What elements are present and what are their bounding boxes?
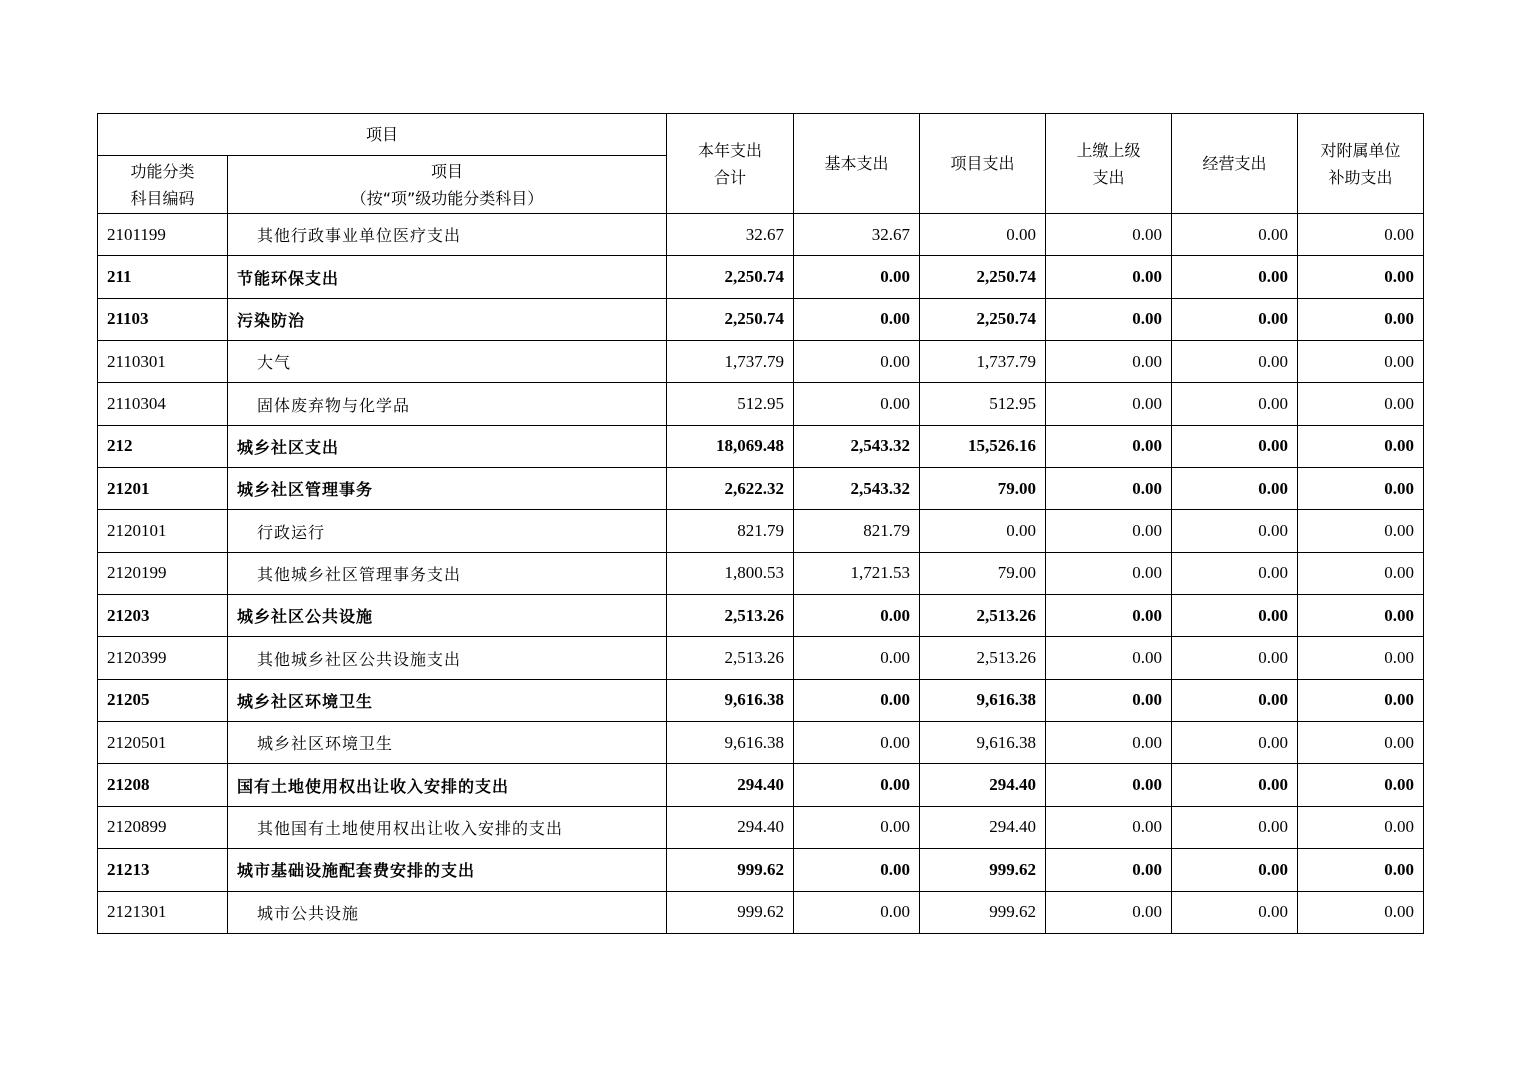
cell-total: 294.40	[667, 806, 794, 848]
cell-name: 其他城乡社区公共设施支出	[228, 637, 667, 679]
cell-project: 512.95	[920, 383, 1046, 425]
table-row	[98, 552, 1424, 594]
header-code	[98, 156, 228, 214]
cell-project: 9,616.38	[920, 722, 1046, 764]
table-row	[98, 679, 1424, 721]
cell-total: 512.95	[667, 383, 794, 425]
cell-code: 2120899	[98, 806, 228, 848]
cell-total: 999.62	[667, 891, 794, 933]
cell-upper: 0.00	[1046, 256, 1172, 298]
cell-name: 污染防治	[228, 298, 667, 340]
cell-total: 18,069.48	[667, 425, 794, 467]
cell-code: 21103	[98, 298, 228, 340]
cell-name: 城乡社区支出	[228, 425, 667, 467]
cell-operating: 0.00	[1172, 256, 1298, 298]
cell-project: 1,737.79	[920, 341, 1046, 383]
cell-total: 2,513.26	[667, 637, 794, 679]
header-name	[228, 156, 667, 214]
cell-upper: 0.00	[1046, 383, 1172, 425]
cell-code: 21208	[98, 764, 228, 806]
cell-upper: 0.00	[1046, 552, 1172, 594]
cell-name: 固体废弃物与化学品	[228, 383, 667, 425]
header-total	[667, 114, 794, 214]
cell-project: 2,250.74	[920, 298, 1046, 340]
cell-subsidy: 0.00	[1298, 891, 1424, 933]
cell-total: 2,513.26	[667, 595, 794, 637]
cell-subsidy: 0.00	[1298, 341, 1424, 383]
cell-operating: 0.00	[1172, 595, 1298, 637]
cell-code: 2110301	[98, 341, 228, 383]
cell-project: 2,513.26	[920, 595, 1046, 637]
cell-total: 9,616.38	[667, 679, 794, 721]
cell-operating: 0.00	[1172, 637, 1298, 679]
cell-basic: 821.79	[794, 510, 920, 552]
cell-upper: 0.00	[1046, 891, 1172, 933]
cell-subsidy: 0.00	[1298, 256, 1424, 298]
table-row	[98, 637, 1424, 679]
table-row	[98, 849, 1424, 891]
cell-subsidy: 0.00	[1298, 679, 1424, 721]
cell-operating: 0.00	[1172, 298, 1298, 340]
cell-project: 2,250.74	[920, 256, 1046, 298]
expenditure-table	[97, 113, 1424, 934]
cell-total: 2,250.74	[667, 298, 794, 340]
cell-total: 294.40	[667, 764, 794, 806]
header-subsidy-line2: 补助支出	[1328, 167, 1393, 187]
cell-name: 城市公共设施	[228, 891, 667, 933]
cell-name: 城乡社区公共设施	[228, 595, 667, 637]
cell-project: 999.62	[920, 891, 1046, 933]
cell-name: 城乡社区管理事务	[228, 468, 667, 510]
header-upper	[1046, 114, 1172, 214]
cell-subsidy: 0.00	[1298, 849, 1424, 891]
cell-code: 2120101	[98, 510, 228, 552]
cell-operating: 0.00	[1172, 425, 1298, 467]
header-basic: 基本支出	[794, 114, 920, 214]
cell-code: 2120199	[98, 552, 228, 594]
table-row	[98, 298, 1424, 340]
table-header	[98, 114, 1424, 214]
cell-code: 2120399	[98, 637, 228, 679]
header-name-line1: 项目	[430, 161, 463, 181]
cell-subsidy: 0.00	[1298, 214, 1424, 256]
header-project: 项目支出	[920, 114, 1046, 214]
cell-basic: 2,543.32	[794, 425, 920, 467]
cell-upper: 0.00	[1046, 722, 1172, 764]
cell-code: 2121301	[98, 891, 228, 933]
cell-upper: 0.00	[1046, 806, 1172, 848]
cell-name: 城乡社区环境卫生	[228, 722, 667, 764]
cell-subsidy: 0.00	[1298, 595, 1424, 637]
cell-basic: 0.00	[794, 679, 920, 721]
cell-upper: 0.00	[1046, 849, 1172, 891]
cell-name: 其他国有土地使用权出让收入安排的支出	[228, 806, 667, 848]
table-row	[98, 468, 1424, 510]
cell-subsidy: 0.00	[1298, 637, 1424, 679]
cell-name: 行政运行	[228, 510, 667, 552]
cell-subsidy: 0.00	[1298, 425, 1424, 467]
table-row	[98, 383, 1424, 425]
cell-basic: 0.00	[794, 849, 920, 891]
cell-basic: 32.67	[794, 214, 920, 256]
cell-total: 1,737.79	[667, 341, 794, 383]
header-upper-line1: 上缴上级	[1076, 140, 1141, 160]
cell-total: 1,800.53	[667, 552, 794, 594]
cell-project: 0.00	[920, 214, 1046, 256]
cell-basic: 0.00	[794, 383, 920, 425]
cell-total: 2,622.32	[667, 468, 794, 510]
cell-name: 其他城乡社区管理事务支出	[228, 552, 667, 594]
table-body	[98, 214, 1424, 934]
cell-basic: 0.00	[794, 637, 920, 679]
table-row	[98, 595, 1424, 637]
header-operating: 经营支出	[1172, 114, 1298, 214]
header-total-line2: 合计	[713, 167, 746, 187]
cell-upper: 0.00	[1046, 510, 1172, 552]
cell-upper: 0.00	[1046, 679, 1172, 721]
cell-upper: 0.00	[1046, 595, 1172, 637]
cell-operating: 0.00	[1172, 341, 1298, 383]
cell-operating: 0.00	[1172, 214, 1298, 256]
cell-project: 9,616.38	[920, 679, 1046, 721]
table-row	[98, 806, 1424, 848]
cell-project: 999.62	[920, 849, 1046, 891]
cell-code: 211	[98, 256, 228, 298]
cell-operating: 0.00	[1172, 764, 1298, 806]
cell-total: 32.67	[667, 214, 794, 256]
cell-operating: 0.00	[1172, 510, 1298, 552]
cell-operating: 0.00	[1172, 552, 1298, 594]
cell-project: 294.40	[920, 806, 1046, 848]
cell-name: 城乡社区环境卫生	[228, 679, 667, 721]
cell-project: 79.00	[920, 468, 1046, 510]
cell-operating: 0.00	[1172, 891, 1298, 933]
cell-operating: 0.00	[1172, 468, 1298, 510]
cell-project: 2,513.26	[920, 637, 1046, 679]
cell-total: 821.79	[667, 510, 794, 552]
cell-subsidy: 0.00	[1298, 552, 1424, 594]
cell-project: 15,526.16	[920, 425, 1046, 467]
cell-code: 21201	[98, 468, 228, 510]
cell-upper: 0.00	[1046, 637, 1172, 679]
header-name-line2: （按“项”级功能分类科目）	[350, 188, 544, 208]
cell-upper: 0.00	[1046, 425, 1172, 467]
table-row	[98, 425, 1424, 467]
cell-upper: 0.00	[1046, 214, 1172, 256]
cell-operating: 0.00	[1172, 679, 1298, 721]
cell-subsidy: 0.00	[1298, 510, 1424, 552]
cell-upper: 0.00	[1046, 341, 1172, 383]
header-item-group: 项目	[98, 114, 667, 156]
cell-basic: 0.00	[794, 891, 920, 933]
header-total-line1: 本年支出	[697, 140, 762, 160]
cell-code: 21203	[98, 595, 228, 637]
cell-name: 节能环保支出	[228, 256, 667, 298]
cell-subsidy: 0.00	[1298, 722, 1424, 764]
cell-name: 其他行政事业单位医疗支出	[228, 214, 667, 256]
cell-name: 城市基础设施配套费安排的支出	[228, 849, 667, 891]
header-upper-line2: 支出	[1092, 167, 1125, 187]
cell-subsidy: 0.00	[1298, 764, 1424, 806]
cell-code: 21213	[98, 849, 228, 891]
cell-project: 79.00	[920, 552, 1046, 594]
cell-upper: 0.00	[1046, 468, 1172, 510]
cell-upper: 0.00	[1046, 298, 1172, 340]
cell-basic: 0.00	[794, 722, 920, 764]
cell-basic: 0.00	[794, 341, 920, 383]
cell-name: 大气	[228, 341, 667, 383]
cell-basic: 1,721.53	[794, 552, 920, 594]
cell-code: 2120501	[98, 722, 228, 764]
header-code-line2: 科目编码	[130, 188, 195, 208]
table-row	[98, 510, 1424, 552]
cell-basic: 2,543.32	[794, 468, 920, 510]
cell-operating: 0.00	[1172, 849, 1298, 891]
table-row	[98, 891, 1424, 933]
cell-name: 国有土地使用权出让收入安排的支出	[228, 764, 667, 806]
cell-operating: 0.00	[1172, 806, 1298, 848]
header-subsidy	[1298, 114, 1424, 214]
cell-operating: 0.00	[1172, 383, 1298, 425]
cell-code: 2110304	[98, 383, 228, 425]
cell-code: 21205	[98, 679, 228, 721]
cell-basic: 0.00	[794, 806, 920, 848]
table-row	[98, 214, 1424, 256]
table-row	[98, 256, 1424, 298]
header-subsidy-line1: 对附属单位	[1320, 140, 1401, 160]
cell-subsidy: 0.00	[1298, 806, 1424, 848]
table-row	[98, 764, 1424, 806]
cell-subsidy: 0.00	[1298, 468, 1424, 510]
cell-basic: 0.00	[794, 595, 920, 637]
cell-subsidy: 0.00	[1298, 298, 1424, 340]
cell-subsidy: 0.00	[1298, 383, 1424, 425]
table-row	[98, 341, 1424, 383]
cell-project: 294.40	[920, 764, 1046, 806]
cell-total: 2,250.74	[667, 256, 794, 298]
cell-code: 2101199	[98, 214, 228, 256]
cell-basic: 0.00	[794, 256, 920, 298]
table-row	[98, 722, 1424, 764]
cell-operating: 0.00	[1172, 722, 1298, 764]
cell-total: 9,616.38	[667, 722, 794, 764]
cell-basic: 0.00	[794, 764, 920, 806]
cell-project: 0.00	[920, 510, 1046, 552]
cell-code: 212	[98, 425, 228, 467]
header-code-line1: 功能分类	[130, 161, 195, 181]
cell-total: 999.62	[667, 849, 794, 891]
cell-upper: 0.00	[1046, 764, 1172, 806]
cell-basic: 0.00	[794, 298, 920, 340]
